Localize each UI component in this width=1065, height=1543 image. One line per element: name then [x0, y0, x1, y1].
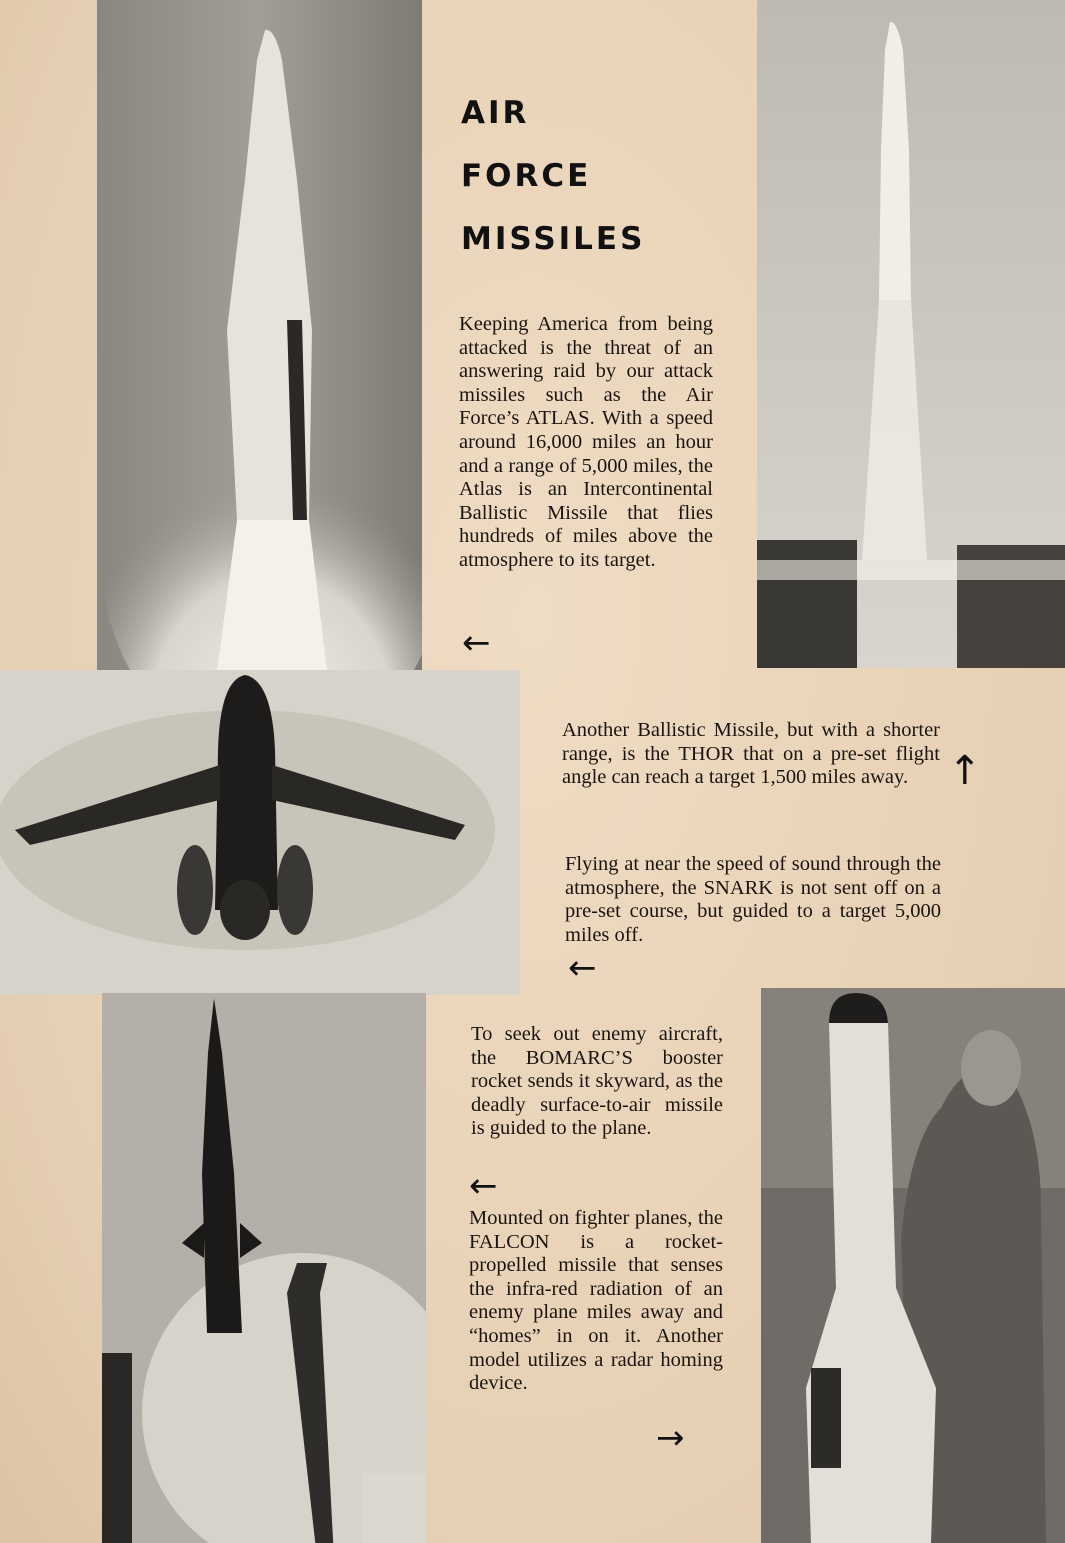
left-arrow-icon: ← [568, 948, 597, 988]
thor-launch-photo [757, 0, 1065, 668]
thor-paragraph: Another Ballistic Missile, but with a shorter range, is the THOR that on a pre-set flight angle can reach a target 1,500 miles away. [562, 719, 940, 789]
up-arrow-icon: ↑ [948, 748, 982, 794]
bomarc-launch-photo [102, 993, 426, 1543]
right-arrow-icon: → [656, 1418, 685, 1458]
falcon-missile-photo [761, 988, 1065, 1543]
title-line-2: FORCE [461, 158, 592, 194]
left-arrow-icon: ← [469, 1166, 498, 1206]
title-line-1: AIR [461, 95, 530, 131]
bomarc-paragraph: To seek out enemy aircraft, the BOMARC’S booster rocket sends it skyward, as the deadly surface-to-air missile is guided to the plane. [471, 1023, 723, 1140]
title-line-3: MISSILES [461, 221, 646, 257]
page-title [461, 82, 721, 271]
falcon-paragraph: Mounted on fighter planes, the FALCON is a rocket-propelled missile that senses the infra-red radiation of an enemy plane miles away and “homes” in on it. Another model utilizes a radar homing device. [469, 1207, 723, 1395]
atlas-launch-photo [97, 0, 422, 672]
atlas-paragraph: Keeping America from being attacked is the threat of an answering raid by our attack missiles such as the Air Force’s ATLAS. With a speed around 16,000 miles an hour and a range of 5,000 miles, the Atlas is an Intercontinental Ballistic Missile that flies hundreds of miles above the atmosphere to its target. [459, 313, 713, 571]
snark-paragraph: Flying at near the speed of sound through the atmosphere, the SNARK is not sent off on a pre-set course, but guided to a target 5,000 miles off. [565, 853, 941, 946]
snark-missile-photo [0, 670, 520, 995]
left-arrow-icon: ← [462, 623, 491, 663]
